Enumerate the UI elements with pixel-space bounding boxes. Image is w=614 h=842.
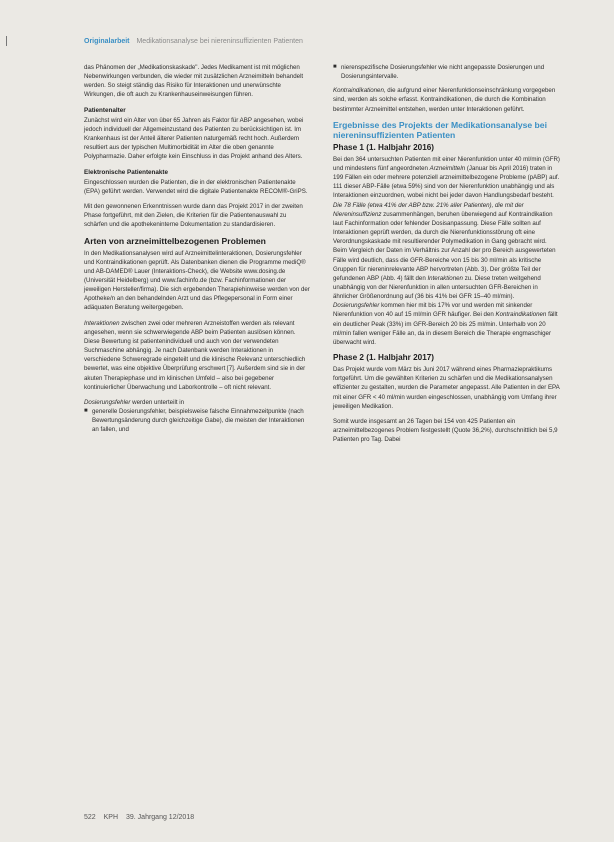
list-item: [84, 407, 310, 434]
page-footer: [84, 814, 200, 821]
text: nierenspezifische Dosierungsfehler wie nicht angepasste Dosierungen und Dosierungsintervalle.: [341, 64, 545, 81]
italic-term: Die 78 Fälle (etwa 41% der ABP bzw. 21% aller Patienten), die mit der Niereninsuffizienz: [333, 201, 524, 218]
left-column: [84, 63, 310, 439]
right-column: [333, 63, 560, 450]
paragraph: Mit den gewonnenen Erkenntnissen wurde dann das Projekt 2017 in der zweiten Phase fortgeführt, mit den Zielen, die Kriterien für die Patientenauswahl zu schärfen und die apothekeninterne Dokumentation zu standardisieren.: [84, 203, 303, 229]
bullet-list: [84, 407, 310, 434]
paragraph: [84, 398, 310, 407]
paragraph: Eingeschlossen wurden die Patienten, die in der elektronischen Patientenakte (EPA) geführt werden. Verwendet wird die digitale Patientenakte RECOM®-GriPS.: [84, 178, 308, 195]
italic-term: Arzneimitteln: [429, 164, 466, 172]
bullet-list: [333, 63, 560, 81]
text: kommen hier mit bis 17% vor und werden mit sinkender Nierenfunktion von 40 auf 15 ml/min GFR häufiger. Bei den: [333, 302, 533, 319]
text: werden unterteilt in: [130, 398, 185, 406]
paragraph: [333, 155, 560, 347]
text: Bei den 364 untersuchten Patienten mit einer Nierenfunktion unter 40 ml/min (GFR) und mindestens fünf angeordneten: [333, 155, 560, 172]
bullet-icon: ■: [333, 64, 337, 70]
paragraph: Das Projekt wurde vom März bis Juni 2017 während eines Pharmaziepraktikums fortgeführt. Um die gewählten Kriterien zu schärfen und die Medikationsanalysen effizienter zu gestalten, wurden die Parameter angepasst. Alle Patienten in der EPA mit einer GFR < 40 ml/min wurden eingeschlossen, unabhängig vom Umfang ihrer jeweiligen Medikation.: [333, 366, 560, 410]
text: zusammenhängen, beruhen überwiegend auf Kontraindikation laut Fachinformation oder fehlender Dosisanpassung. Diese Fälle sollten auf Interaktionen geprüft werden, da durch die Nierenfunktionsstörung oft eine Verordnungskaskade mit resultierender Polymedikation in Gang gebracht wird. Beim Vergleich der Daten im Verhältnis zur Anzahl der pro Bereich ausgewerteten Fälle wird deutlich, dass die GFR-Bereiche von 15 bis 30 ml/min als kritische Gruppen für niereninrelevante ABP hervortreten (Abb. 3). Der größte Teil der gefundenen ABP (Abb. 4) fällt den: [333, 210, 556, 282]
heading-arten: Arten von arzneimittelbezogenen Problemen: [84, 235, 266, 246]
paragraph: [333, 86, 560, 113]
paragraph: [84, 319, 310, 392]
list-item: [333, 63, 560, 81]
italic-term: Interaktionen: [427, 274, 463, 282]
paragraph: das Phänomen der „Medikationskaskade". Jedes Medikament ist mit möglichen Nebenwirkungen verbunden, die wieder mit zusätzlichen Arzneimitteln behandelt werden. So steigt ständig das Risiko für Interaktionen und unerwünschte Wirkungen, die oft auch zu Krankenhauseinweisungen führen.: [84, 64, 304, 99]
text: generelle Dosierungsfehler, beispielsweise falsche Einnahmezeitpunkte (nach Bewertungsänderung durch gleichzeitige Gabe), die meisten der Interaktionen an fallen, und: [92, 408, 305, 434]
margin-mark: [6, 36, 7, 46]
page-number: 522: [84, 814, 96, 821]
paragraph: Somit wurde insgesamt an 26 Tagen bei 154 von 425 Patienten ein arzneimittelbezogenes Problem festgestellt (Quote 36,2%), durchschnittlich bei 5,9 Patienten pro Tag. Dabei: [333, 417, 558, 444]
italic-term: Kontraindikationen: [495, 311, 547, 319]
issue-info: 39. Jahrgang 12/2018: [126, 814, 195, 821]
journal-name: KPH: [103, 814, 119, 821]
text: , die aufgrund einer Nierenfunktionseinschränkung vorgegeben sind, werden als solche erfasst. Kontraindikationen, die durch die Kombination bestimmter Arzneimittel entstehen, werden unter Interaktionen geführt.: [333, 87, 556, 113]
paragraph: In den Medikationsanalysen wird auf Arzneimittelinteraktionen, Dosierungsfehler und Kontraindikationen geprüft. Als Datenbanken dienen die Programme mediQ® und AB-DAMED® Lauer (Interaktions-Check), die Website www.dosing.de (Universität Heidelberg) und www.fachinfo.de (bzw. Fachinformationen der jeweiligen Hersteller/firma). Die sich ergebenden Therapiehinweise werden von der Apotheke/n an den behandelnden Arzt und das Pflegepersonal in Form einer adäquaten Beratung weitergegeben.: [84, 249, 310, 312]
running-header: [84, 38, 303, 45]
italic-term: Interaktionen: [84, 319, 120, 327]
text: zwischen zwei oder mehreren Arzneistoffen werden als relevant angesehen, wenn sie schwerwiegende ABP beim Patienten auslösen können. Diese Bewertung ist patientenindividuell und auch von der verwendeten Suchmaschine abhängig. Je nach Datenbank werden Interaktionen in verschiedene Schweregrade eingeteilt und die klinische Relevanz unterschiedlich bewertet, was eine objektive Überprüfung erschwert [7]. Außerdem sind sie in der akuten Therapiephase und im klinischen Umfeld – also bei gegebener kontinuierlicher Überwachung und Laborkontrolle – oft nicht relevant.: [84, 319, 306, 391]
italic-term: Dosierungsfehler: [84, 398, 131, 406]
italic-term: Dosierungsfehler: [333, 302, 380, 310]
subheading-patientenakte: Elektronische Patientenakte: [84, 168, 168, 176]
subheading-patientenalter: Patientenalter: [84, 106, 126, 114]
text: (Januar bis April 2016) traten in 199 Fällen ein oder mehrere potenziell arzneimittelbezogene Probleme (pABP) auf. 111 dieser ABP-Fälle (etwa 59%) sind von der Nierenfunktion unabhängig und als Interaktionen einzuordnen, wobei nicht bei jeder davon Handlungsbedarf besteht.: [333, 164, 560, 200]
paragraph: Zunächst wird ein Alter von über 65 Jahren als Faktor für ABP angesehen, wobei jedoch individuell der Allgemeinzustand des Patienten zu berücksichtigen ist. Im Krankenhaus ist der Anteil älterer Patienten naturgemäß recht hoch. Außerdem resultiert aus der typischen Multimorbidität im Alter die oben genannte Polypharmazie. Daher erfolgte kein Einschluss in das Projekt anhand des Alters.: [84, 116, 304, 161]
heading-phase-1: Phase 1 (1. Halbjahr 2016): [333, 142, 435, 152]
text: fällt ein deutlicher Peak (33%) im GFR-Bereich 20 bis 25 ml/min. Unterhalb von 20 ml/min fallen weniger Fälle an, da in diesem Bereich die Therapie engmaschiger überwacht wird.: [333, 311, 558, 346]
heading-ergebnisse: Ergebnisse des Projekts der Medikationsanalyse bei niereninsuffizienten Patienten: [333, 119, 547, 140]
heading-phase-2: Phase 2 (1. Halbjahr 2017): [333, 353, 435, 363]
italic-term: Kontraindikationen: [333, 87, 384, 95]
header-topic: Medikationsanalyse bei niereninsuffizienten Patienten: [136, 38, 303, 45]
text: zu. Diese treten weitgehend unabhängig von der Nierenfunktion in allen untersuchten GFR-Bereichen in ähnlicher Größenordnung auf (36 bis 41% bei GFR 15–40 ml/min).: [333, 274, 541, 301]
bullet-icon: ■: [84, 408, 88, 414]
header-section: Originalarbeit: [84, 38, 130, 45]
